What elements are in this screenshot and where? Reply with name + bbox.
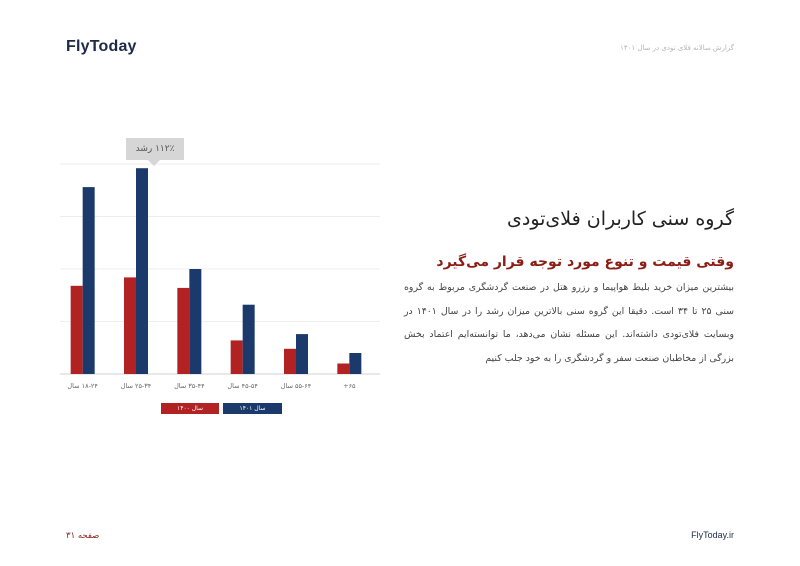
body-paragraph: بیشترین میزان خرید بلیط هواپیما و رزرو هتل در صنعت گردشگری مربوط به گروه سنی ۲۵ تا ۳۴ است. دقیقا این گروه سنی بالاترین میزان رشد را در سال ۱۴۰۱ در وبسایت فلای‌تودی داشته‌اند. این مسئله نشان می‌دهد، ما توانسته‌ایم اعتماد بخش بزرگی از مخاطبان صنعت سفر و گردشگری را به خود جلب کنیم [404,282,735,364]
bar-1401 [136,168,148,374]
page-title: گروه سنی کاربران فلای‌تودی [506,208,734,230]
bar-1401 [296,334,308,374]
bar-1401 [83,187,95,374]
bar-1400 [177,288,189,374]
legend-1400: سال ۱۴۰۰ [161,403,219,414]
age-group-chart [60,130,390,430]
bar-1400 [124,277,136,374]
bar-1400 [284,349,296,374]
bar-1401 [189,269,201,374]
bar-1400 [337,364,349,375]
page-subtitle: وقتی قیمت و تنوع مورد توجه قرار می‌گیرد [436,254,734,270]
site-url[interactable]: FlyToday.ir [691,530,734,540]
flytoday-logo: FlyToday [66,38,137,55]
page-number: صفحه ۳۱ [66,531,100,541]
growth-callout: ۱۱۲٪ رشد [126,138,184,160]
bar-1401 [349,353,361,374]
bar-1400 [231,340,243,374]
bar-1400 [71,286,83,374]
legend-1401: سال ۱۴۰۱ [223,403,282,414]
x-tick-label: ۴۵-۵۴ سال [227,382,258,390]
x-tick-label: ۶۵+ [343,382,356,390]
x-tick-label: ۵۵-۶۴ سال [280,382,312,390]
report-title: گزارش سالانه فلای تودی در سال ۱۴۰۱ [620,44,734,52]
x-tick-label: ۳۵-۴۴ سال [174,382,205,390]
x-tick-label: ۲۵-۳۴ سال [120,382,152,390]
x-tick-label: ۱۸-۲۴ سال [67,382,98,390]
bar-chart-svg [60,130,390,430]
bar-1401 [243,305,255,374]
